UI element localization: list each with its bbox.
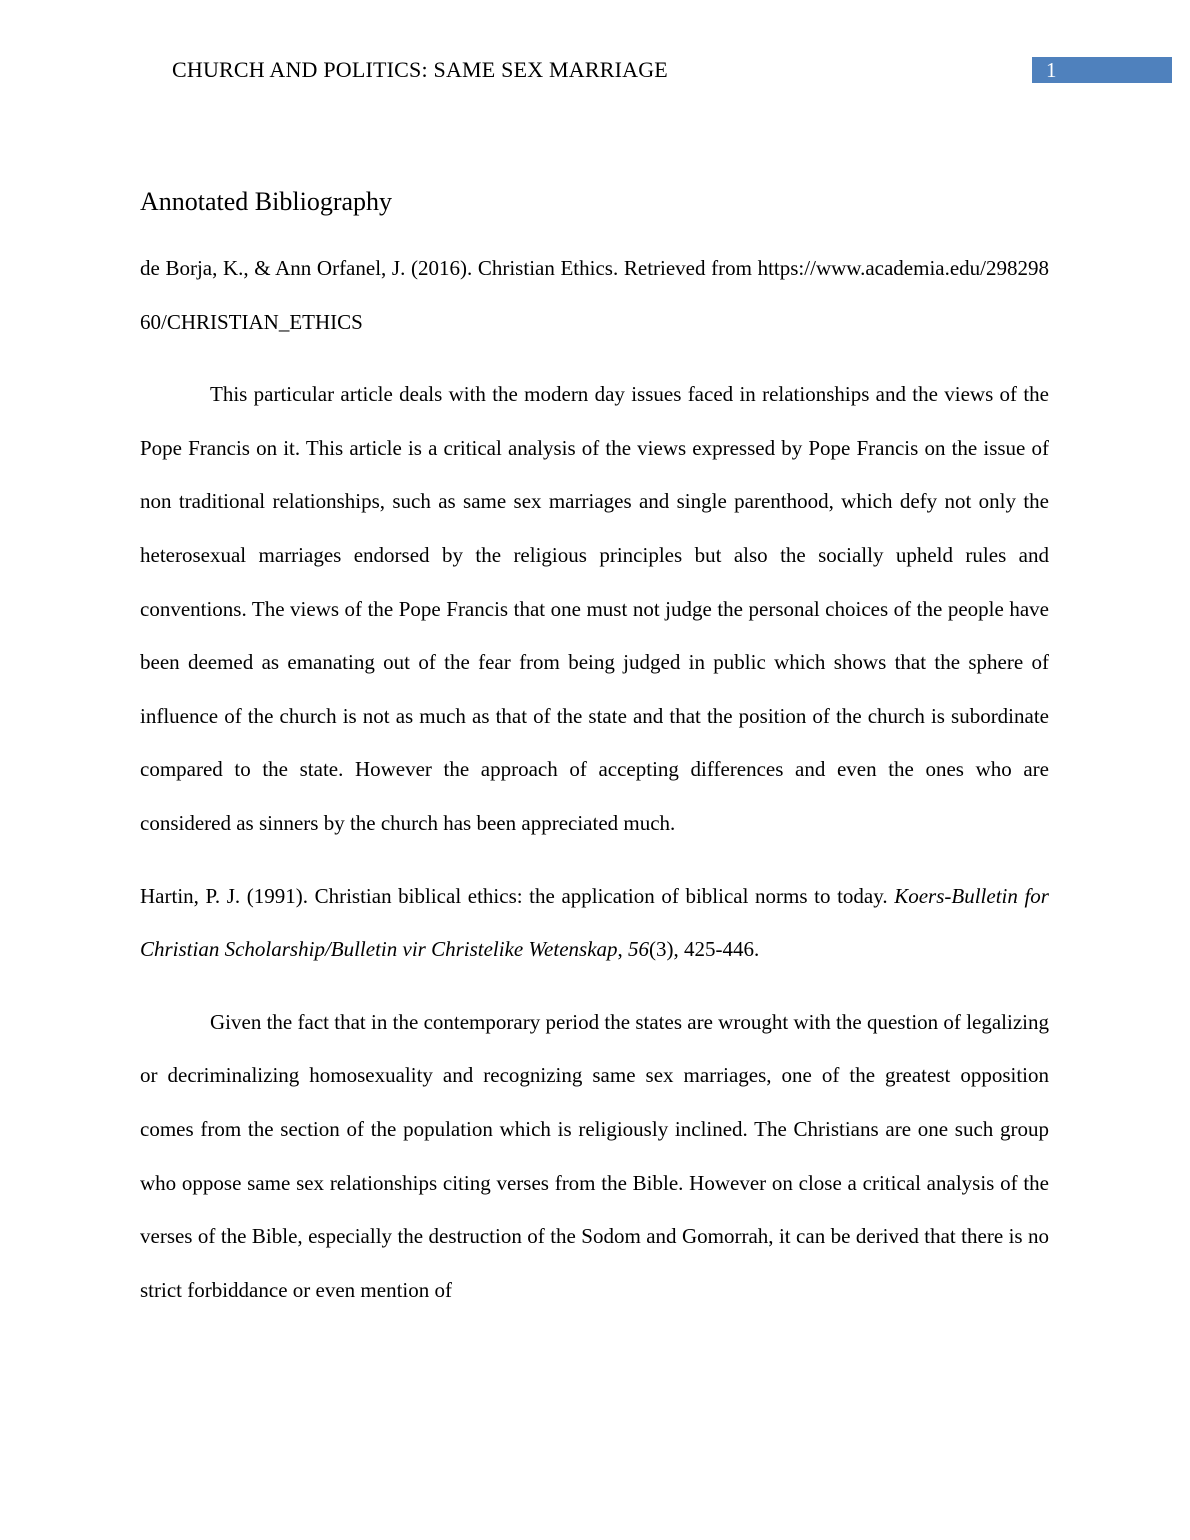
reference-separator: , bbox=[617, 937, 629, 962]
annotation-paragraph: Given the fact that in the contemporary period the states are wrought with the question of legalizing or decriminalizing homosexuality and recognizing same sex marriages, one of the greatest opposition comes from the section of the population which is religiously inclined. The Christians are one such group who oppose same sex relationships citing verses from the Bible. However on close a critical analysis of the verses of the Bible, especially the destruction of the Sodom and Gomorrah, it can be derived that there is no strict forbiddance or even mention of bbox=[140, 1009, 1049, 1302]
document-body bbox=[140, 182, 1049, 1336]
reference-url: https://www.academia.edu/29829860/CHRISTIAN_ETHICS bbox=[140, 256, 1049, 334]
reference-pages: (3), 425-446. bbox=[649, 937, 760, 962]
page-number: 1 bbox=[1032, 57, 1172, 83]
reference-citation: de Borja, K., & Ann Orfanel, J. (2016). Christian Ethics. Retrieved from bbox=[140, 256, 752, 280]
reference-journal: Koers-Bulletin for Christian Scholarship/Bulletin vir Christelike Wetenskap bbox=[140, 883, 1049, 962]
running-head: CHURCH AND POLITICS: SAME SEX MARRIAGE bbox=[172, 57, 668, 82]
annotation-paragraph: This particular article deals with the modern day issues faced in relationships and the views of the Pope Francis on it. This article is a critical analysis of the views expressed by Pope Francis on the issue of non traditional relationships, such as same sex marriages and single parenthood, which defy not only the heterosexual marriages endorsed by the religious principles but also the socially upheld rules and conventions. The views of the Pope Francis that one must not judge the personal choices of the people have been deemed as emanating out of the fear from being judged in public which shows that the sphere of influence of the church is not as much as that of the state and that the position of the church is subordinate compared to the state. However the approach of accepting differences and even the ones who are considered as sinners by the church has been appreciated much. bbox=[140, 382, 1049, 835]
reference-citation: Hartin, P. J. (1991). Christian biblical ethics: the application of biblical norms to today. bbox=[140, 883, 895, 908]
reference-entry bbox=[140, 870, 1049, 977]
section-heading: Annotated Bibliography bbox=[140, 187, 393, 216]
reference-entry bbox=[140, 242, 1049, 349]
reference-volume: 56 bbox=[628, 937, 650, 962]
